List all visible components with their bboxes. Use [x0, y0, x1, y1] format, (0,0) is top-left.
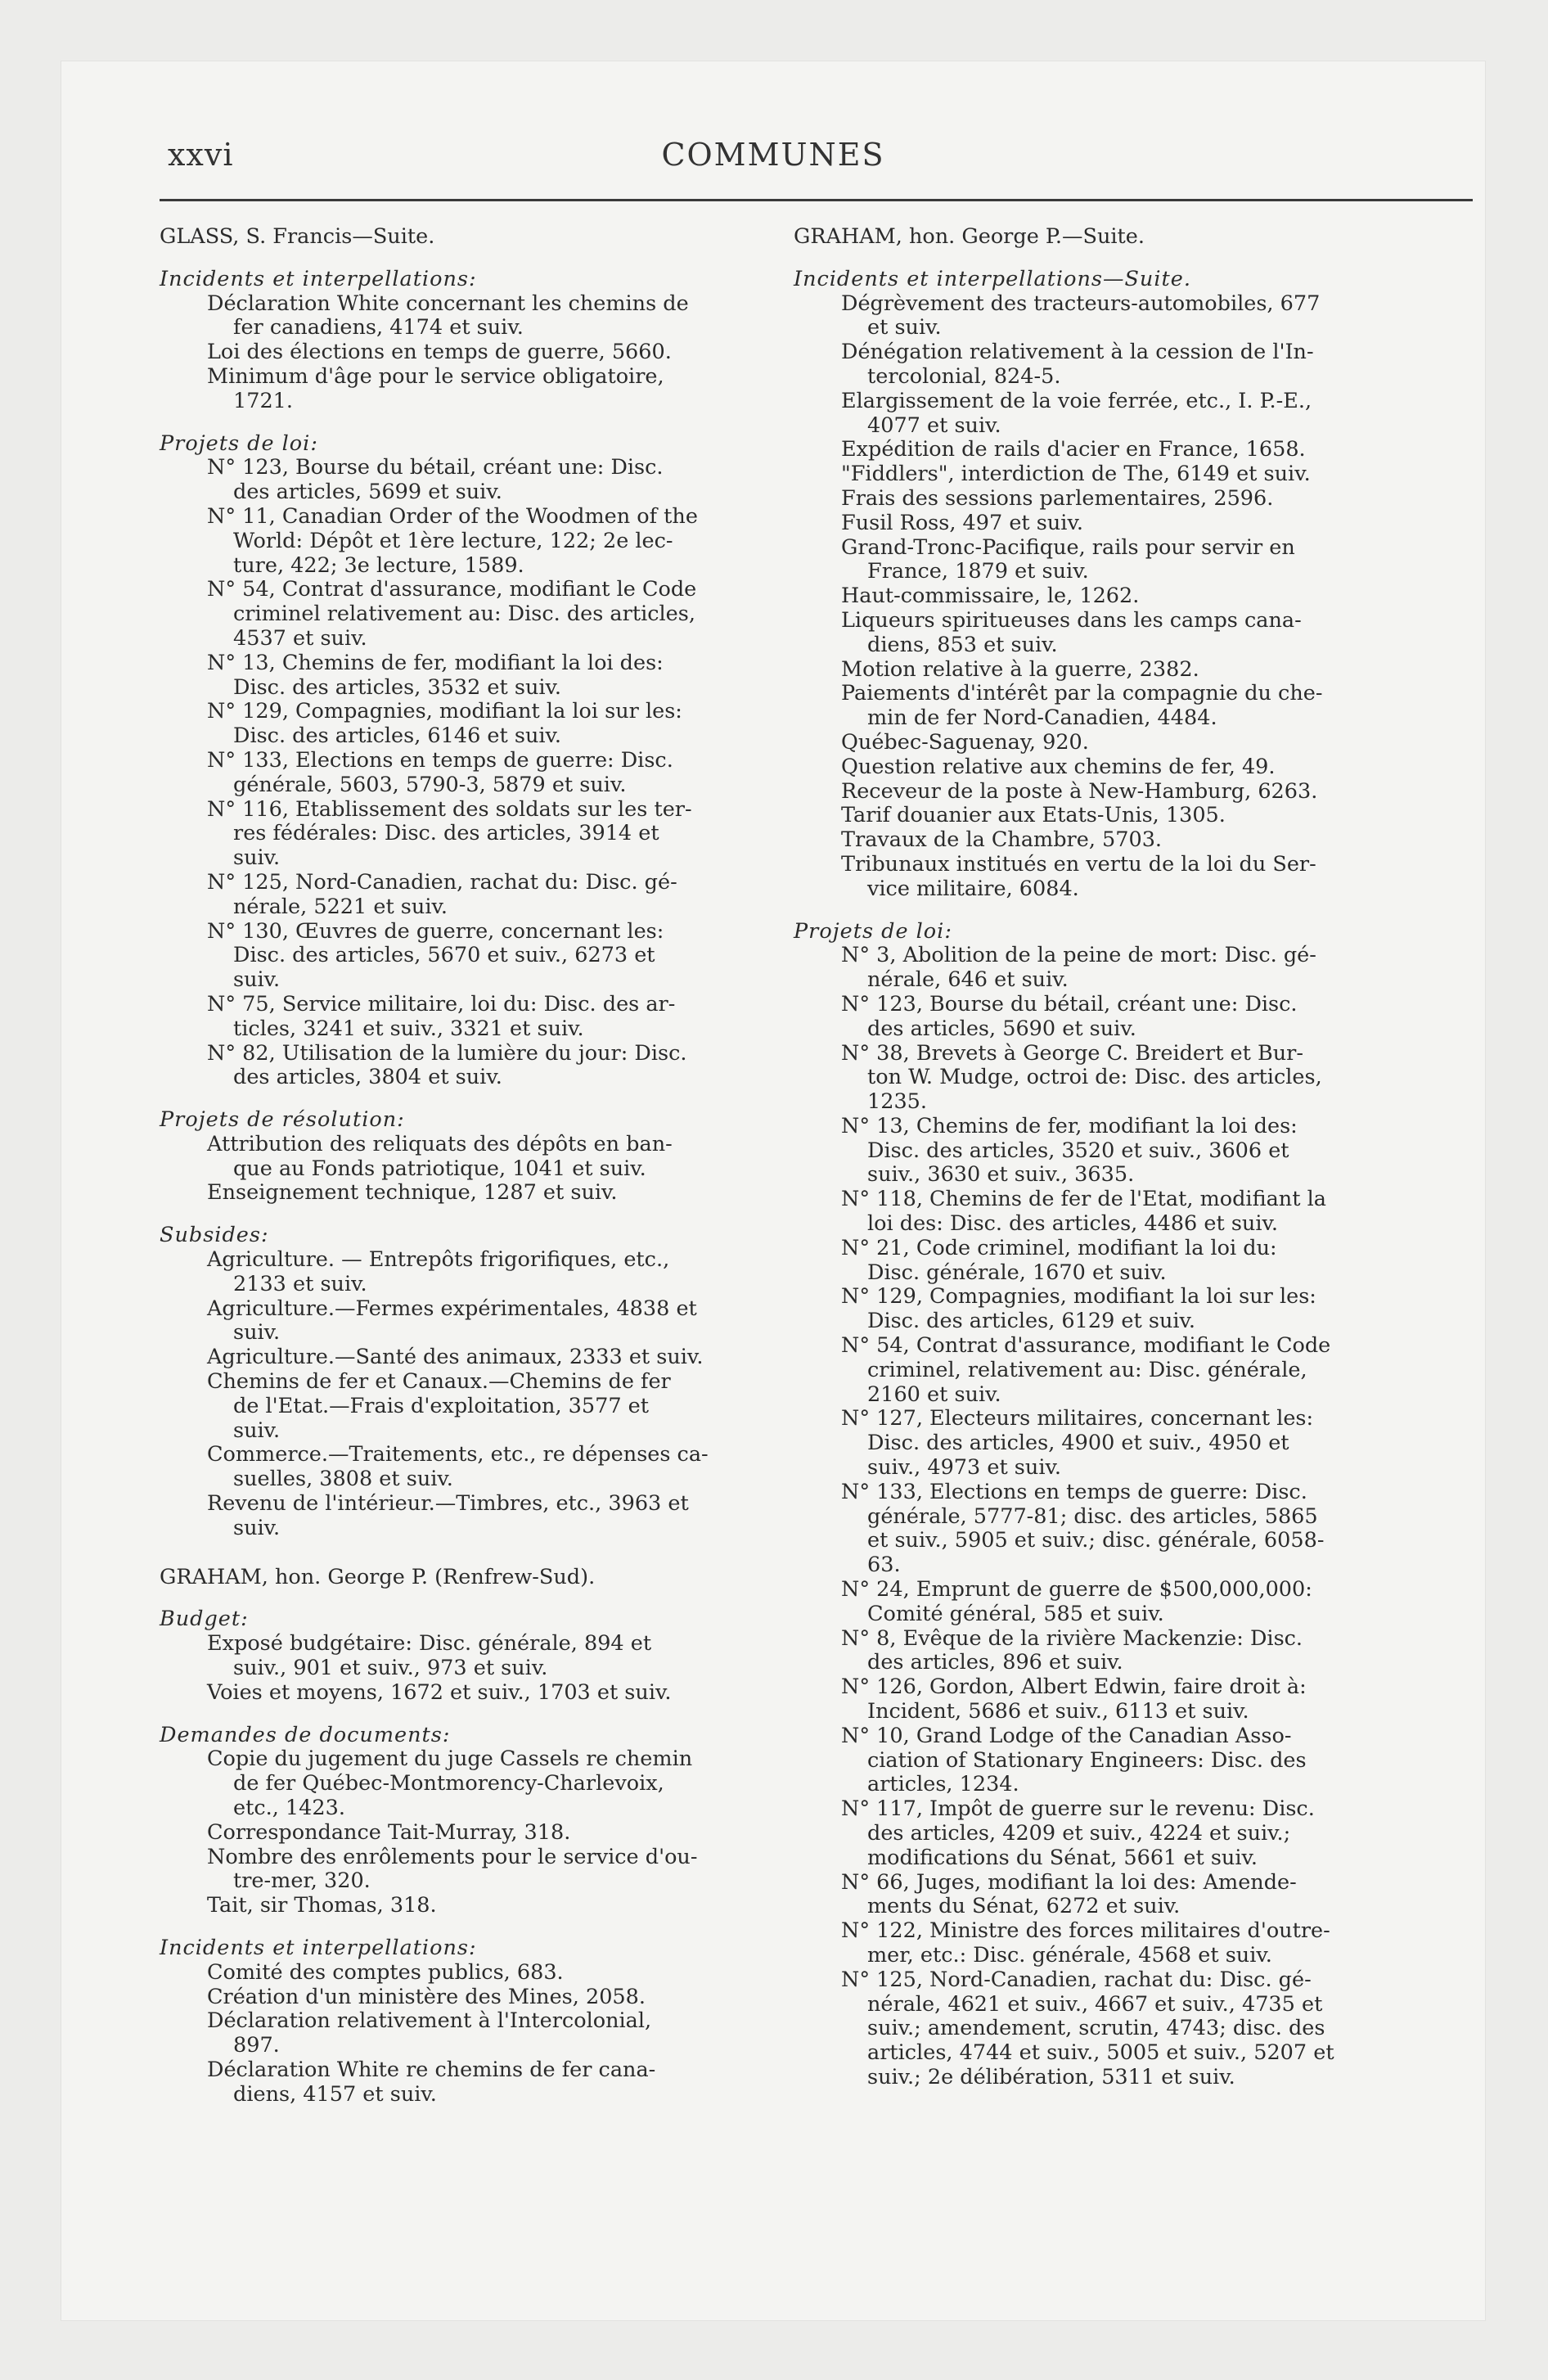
index-entry: [794, 1481, 1436, 1578]
entry-line: Frais des sessions parlementaires, 2596.: [841, 485, 1274, 511]
entry-line: N° 129, Compagnies, modifiant la loi sur les:: [207, 699, 682, 724]
section-subheading: Projets de loi:: [794, 918, 952, 944]
entry-continuation: modifications du Sénat, 5661 et suiv.: [867, 1845, 1258, 1870]
index-entry: [160, 749, 802, 798]
index-entry: [794, 1407, 1436, 1480]
entry-continuation: Incident, 5686 et suiv., 6113 et suiv.: [867, 1699, 1249, 1724]
right-column: [794, 225, 1436, 2090]
section-subheading: Incidents et interpellations:: [160, 1936, 477, 1960]
index-entry: [160, 292, 802, 341]
entry-continuation: Disc. générale, 1670 et suiv.: [867, 1260, 1167, 1285]
index-entry: [160, 505, 802, 578]
entry-continuation: 897.: [233, 2033, 280, 2058]
entry-continuation: Disc. des articles, 3532 et suiv.: [233, 674, 562, 700]
entry-continuation: des articles, 3804 et suiv.: [233, 1065, 502, 1090]
index-entry: [160, 1681, 802, 1706]
index-entry: [160, 1346, 802, 1370]
entry-continuation: générale, 5603, 5790-3, 5879 et suiv.: [233, 772, 627, 797]
entry-continuation: 63.: [867, 1553, 901, 1578]
entry-line: N° 8, Evêque de la rivière Mackenzie: Disc.: [841, 1625, 1303, 1651]
index-entry: [794, 828, 1436, 853]
entry-line: Exposé budgétaire: Disc. générale, 894 et: [207, 1631, 652, 1657]
entry-line: Enseignement technique, 1287 et suiv.: [207, 1180, 618, 1206]
index-entry: [160, 1042, 802, 1091]
section-gap: [160, 1541, 802, 1566]
index-entry: [160, 1370, 802, 1443]
entry-continuation: que au Fonds patriotique, 1041 et suiv.: [233, 1156, 646, 1181]
entry-line: N° 11, Canadian Order of the Woodmen of the: [207, 503, 698, 529]
index-entry: [794, 658, 1436, 683]
entry-line: Voies et moyens, 1672 et suiv., 1703 et suiv.: [207, 1679, 672, 1705]
index-entry: [160, 365, 802, 414]
entry-continuation: Disc. des articles, 3520 et suiv., 3606 et: [867, 1138, 1289, 1163]
entry-continuation: articles, 4744 et suiv., 5005 et suiv., 5207 et: [867, 2040, 1334, 2066]
index-entry: [794, 292, 1436, 341]
entry-line: Québec-Saguenay, 920.: [841, 729, 1089, 755]
entry-continuation: tre-mer, 320.: [233, 1868, 371, 1894]
index-entry: [160, 1248, 802, 1297]
index-entry: [794, 682, 1436, 731]
member-heading: GRAHAM, hon. George P. (Renfrew-Sud).: [160, 1564, 596, 1589]
entry-line: N° 126, Gordon, Albert Edwin, faire droit à:: [841, 1675, 1307, 1700]
index-entry: [160, 578, 802, 651]
entry-continuation: suiv.; amendement, scrutin, 4743; disc. des: [867, 2016, 1325, 2041]
entry-line: Correspondance Tait-Murray, 318.: [207, 1819, 571, 1845]
entry-line: Commerce.—Traitements, etc., re dépenses ca-: [207, 1442, 709, 1467]
entry-continuation: mer, etc.: Disc. générale, 4568 et suiv.: [867, 1942, 1272, 1968]
entry-continuation: 2133 et suiv.: [233, 1271, 367, 1296]
entry-continuation: des articles, 896 et suiv.: [867, 1650, 1123, 1675]
entry-continuation: ments du Sénat, 6272 et suiv.: [867, 1894, 1181, 1919]
entry-continuation: Disc. des articles, 5670 et suiv., 6273 et: [233, 943, 655, 968]
entry-continuation: suiv.: [233, 1418, 281, 1443]
entry-line: Dégrèvement des tracteurs-automobiles, 677: [841, 291, 1321, 316]
entry-line: N° 10, Grand Lodge of the Canadian Asso-: [841, 1723, 1292, 1748]
index-entry: [794, 1675, 1436, 1724]
index-entry: [160, 1492, 802, 1541]
entry-line: Copie du jugement du juge Cassels re chemin: [207, 1747, 693, 1772]
entry-line: Comité des comptes publics, 683.: [207, 1959, 564, 1985]
entry-continuation: Disc. des articles, 6129 et suiv.: [867, 1309, 1196, 1334]
entry-continuation: articles, 1234.: [867, 1772, 1019, 1797]
entry-line: Tarif douanier aux Etats-Unis, 1305.: [841, 803, 1226, 828]
index-entry: [794, 1871, 1436, 1920]
entry-line: N° 122, Ministre des forces militaires d'outre-: [841, 1918, 1330, 1944]
index-entry: [794, 1237, 1436, 1286]
index-entry: [794, 1797, 1436, 1870]
index-entry: [160, 1894, 802, 1918]
entry-continuation: 1721.: [233, 388, 294, 413]
index-entry: [794, 584, 1436, 609]
left-column: [160, 225, 802, 2107]
entry-continuation: vice militaire, 6084.: [867, 876, 1079, 901]
entry-line: N° 133, Elections en temps de guerre: Disc.: [841, 1479, 1307, 1504]
index-page: [61, 61, 1485, 2320]
entry-line: Motion relative à la guerre, 2382.: [841, 656, 1199, 682]
entry-line: N° 125, Nord-Canadien, rachat du: Disc. gé-: [841, 1967, 1312, 1992]
index-entry: [794, 1724, 1436, 1797]
entry-line: Tait, sir Thomas, 318.: [207, 1893, 437, 1918]
entry-line: Question relative aux chemins de fer, 49.: [841, 754, 1276, 779]
entry-line: Agriculture. — Entrepôts frigorifiques, etc.,: [207, 1247, 670, 1273]
index-entry: [794, 1285, 1436, 1334]
entry-continuation: 4537 et suiv.: [233, 625, 367, 651]
index-entry: [794, 755, 1436, 780]
entry-line: N° 3, Abolition de la peine de mort: Disc. gé-: [841, 943, 1316, 968]
entry-continuation: diens, 853 et suiv.: [867, 632, 1058, 657]
entry-line: N° 54, Contrat d'assurance, modifiant le Code: [207, 577, 697, 602]
entry-continuation: de l'Etat.—Frais d'exploitation, 3577 et: [233, 1393, 650, 1418]
section-subheading: Demandes de documents:: [160, 1722, 451, 1747]
index-entry: [794, 804, 1436, 828]
entry-line: Dénégation relativement à la cession de l'In-: [841, 340, 1314, 365]
section-subheading: Incidents et interpellations—Suite.: [794, 266, 1191, 291]
entry-line: Haut-commissaire, le, 1262.: [841, 584, 1140, 609]
entry-line: Minimum d'âge pour le service obligatoire,: [207, 363, 664, 389]
index-entry: [160, 993, 802, 1042]
entry-line: N° 82, Utilisation de la lumière du jour: Disc.: [207, 1040, 687, 1066]
index-entry: [160, 1747, 802, 1820]
entry-continuation: suiv.: [233, 1320, 281, 1346]
entry-line: "Fiddlers", interdiction de The, 6149 et suiv.: [841, 462, 1311, 487]
entry-line: Paiements d'intérêt par la compagnie du che-: [841, 681, 1323, 706]
index-entry: [160, 1632, 802, 1681]
entry-line: Agriculture.—Santé des animaux, 2333 et suiv.: [207, 1345, 704, 1370]
entry-line: Expédition de rails d'acier en France, 1658.: [841, 437, 1306, 462]
entry-continuation: etc., 1423.: [233, 1796, 345, 1821]
entry-continuation: World: Dépôt et 1ère lecture, 122; 2e lec-: [233, 528, 673, 553]
entry-line: Liqueurs spiritueuses dans les camps cana-: [841, 607, 1302, 633]
entry-continuation: suiv., 4973 et suiv.: [867, 1455, 1061, 1481]
index-entry: [794, 1578, 1436, 1627]
entry-line: N° 21, Code criminel, modifiant la loi du:: [841, 1235, 1277, 1260]
index-entry: [160, 456, 802, 505]
index-entry: [794, 438, 1436, 462]
section-subheading: Projets de résolution:: [160, 1107, 405, 1133]
entry-line: N° 129, Compagnies, modifiant la loi sur les:: [841, 1284, 1316, 1309]
entry-continuation: suelles, 3808 et suiv.: [233, 1467, 453, 1492]
entry-continuation: des articles, 4209 et suiv., 4224 et suiv.;: [867, 1821, 1291, 1846]
index-entry: [794, 1627, 1436, 1676]
entry-line: Receveur de la poste à New-Hamburg, 6263.: [841, 778, 1318, 804]
index-entry: [160, 1821, 802, 1846]
index-entry: [160, 700, 802, 749]
entry-continuation: et suiv., 5905 et suiv.; disc. générale, 6058-: [867, 1528, 1325, 1553]
entry-continuation: suiv.: [233, 967, 281, 993]
entry-continuation: fer canadiens, 4174 et suiv.: [233, 315, 524, 340]
entry-line: Loi des élections en temps de guerre, 5660.: [207, 340, 672, 365]
entry-line: N° 75, Service militaire, loi du: Disc. des ar-: [207, 991, 676, 1016]
entry-continuation: tercolonial, 824-5.: [867, 363, 1061, 389]
section-subheading: Budget:: [160, 1607, 249, 1632]
entry-continuation: France, 1879 et suiv.: [867, 559, 1089, 584]
section-subheading: Subsides:: [160, 1223, 269, 1248]
entry-continuation: ture, 422; 3e lecture, 1589.: [233, 552, 524, 578]
entry-continuation: res fédérales: Disc. des articles, 3914 et: [233, 821, 659, 846]
index-entry: [794, 853, 1436, 902]
index-entry: [794, 609, 1436, 658]
index-entry: [160, 2058, 802, 2107]
header-rule: [160, 199, 1473, 201]
page-number: xxvi: [168, 137, 234, 173]
entry-line: N° 13, Chemins de fer, modifiant la loi des:: [207, 650, 664, 675]
entry-line: N° 66, Juges, modifiant la loi des: Amende-: [841, 1869, 1297, 1895]
entry-line: Déclaration relativement à l'Intercolonial,: [207, 2008, 652, 2034]
index-entry: [160, 1181, 802, 1206]
index-entry: [794, 731, 1436, 755]
entry-line: N° 117, Impôt de guerre sur le revenu: Disc.: [841, 1796, 1315, 1822]
entry-continuation: Disc. des articles, 6146 et suiv.: [233, 723, 562, 749]
index-entry: [794, 780, 1436, 805]
entry-continuation: et suiv.: [867, 315, 942, 340]
entry-continuation: suiv.: [233, 1515, 281, 1540]
index-entry: [794, 1334, 1436, 1407]
entry-line: Grand-Tronc-Pacifique, rails pour servir en: [841, 534, 1295, 560]
entry-continuation: générale, 5777-81; disc. des articles, 5865: [867, 1503, 1318, 1529]
index-entry: [160, 2009, 802, 2058]
entry-line: Déclaration White re chemins de fer cana-: [207, 2057, 656, 2082]
entry-line: Tribunaux institués en vertu de la loi du Ser-: [841, 851, 1316, 877]
entry-line: Elargissement de la voie ferrée, etc., I. P.-E.,: [841, 388, 1312, 413]
entry-continuation: suiv.: [233, 845, 281, 871]
index-entry: [160, 1297, 802, 1346]
index-entry: [794, 340, 1436, 390]
entry-continuation: Disc. des articles, 4900 et suiv., 4950 et: [867, 1431, 1289, 1456]
entry-continuation: des articles, 5690 et suiv.: [867, 1016, 1136, 1041]
entry-line: N° 123, Bourse du bétail, créant une: Disc.: [207, 455, 664, 480]
entry-line: Nombre des enrôlements pour le service d'ou-: [207, 1844, 698, 1869]
entry-continuation: ton W. Mudge, octroi de: Disc. des articles,: [867, 1065, 1322, 1090]
entry-continuation: 2160 et suiv.: [867, 1382, 1001, 1407]
index-entry: [160, 1961, 802, 1986]
member-heading: GRAHAM, hon. George P.—Suite.: [794, 224, 1145, 249]
entry-line: N° 24, Emprunt de guerre de $500,000,000:: [841, 1577, 1312, 1602]
entry-line: Agriculture.—Fermes expérimentales, 4838 et: [207, 1296, 697, 1321]
entry-line: Travaux de la Chambre, 5703.: [841, 827, 1163, 853]
entry-continuation: des articles, 5699 et suiv.: [233, 480, 502, 505]
index-entry: [794, 512, 1436, 536]
entry-line: N° 133, Elections en temps de guerre: Disc.: [207, 747, 673, 773]
entry-continuation: suiv., 901 et suiv., 973 et suiv.: [233, 1656, 548, 1681]
member-heading: GLASS, S. Francis—Suite.: [160, 224, 435, 249]
entry-line: N° 13, Chemins de fer, modifiant la loi des:: [841, 1113, 1298, 1138]
entry-continuation: Comité général, 585 et suiv.: [867, 1601, 1164, 1626]
entry-continuation: 4077 et suiv.: [867, 412, 1001, 438]
index-entry: [160, 871, 802, 920]
index-entry: [794, 487, 1436, 512]
index-entry: [794, 462, 1436, 487]
entry-continuation: criminel relativement au: Disc. des articles,: [233, 602, 695, 627]
index-entry: [160, 920, 802, 993]
entry-continuation: 1235.: [867, 1089, 928, 1115]
entry-line: Revenu de l'intérieur.—Timbres, etc., 3963 et: [207, 1491, 689, 1517]
entry-line: N° 54, Contrat d'assurance, modifiant le Code: [841, 1333, 1331, 1359]
entry-line: N° 118, Chemins de fer de l'Etat, modifiant la: [841, 1187, 1326, 1212]
running-title: COMMUNES: [661, 137, 885, 173]
entry-line: N° 125, Nord-Canadien, rachat du: Disc. gé-: [207, 869, 677, 895]
index-entry: [794, 944, 1436, 993]
entry-line: Chemins de fer et Canaux.—Chemins de fer: [207, 1369, 671, 1395]
section-subheading: Projets de loi:: [160, 430, 318, 456]
index-entry: [794, 390, 1436, 439]
index-entry: [160, 1986, 802, 2010]
entry-line: N° 123, Bourse du bétail, créant une: Disc.: [841, 991, 1298, 1016]
entry-line: Fusil Ross, 497 et suiv.: [841, 510, 1083, 535]
index-entry: [794, 1115, 1436, 1188]
index-entry: [160, 1133, 802, 1182]
index-entry: [160, 340, 802, 365]
entry-line: Attribution des reliquats des dépôts en ban-: [207, 1131, 673, 1156]
entry-continuation: nérale, 5221 et suiv.: [233, 894, 448, 919]
index-entry: [160, 651, 802, 701]
entry-line: Déclaration White concernant les chemins de: [207, 291, 689, 316]
index-entry: [794, 1968, 1436, 2090]
index-entry: [794, 1042, 1436, 1115]
entry-continuation: suiv., 3630 et suiv., 3635.: [867, 1162, 1135, 1188]
index-entry: [160, 1443, 802, 1492]
index-entry: [794, 1188, 1436, 1237]
entry-continuation: diens, 4157 et suiv.: [233, 2081, 437, 2107]
entry-continuation: de fer Québec-Montmorency-Charlevoix,: [233, 1771, 664, 1796]
index-entry: [794, 1919, 1436, 1968]
section-subheading: Incidents et interpellations:: [160, 266, 477, 291]
entry-continuation: min de fer Nord-Canadien, 4484.: [867, 705, 1217, 731]
entry-line: Création d'un ministère des Mines, 2058.: [207, 1984, 646, 2009]
entry-continuation: ticles, 3241 et suiv., 3321 et suiv.: [233, 1016, 584, 1041]
entry-continuation: nérale, 646 et suiv.: [867, 967, 1069, 993]
index-entry: [794, 993, 1436, 1042]
index-entry: [160, 798, 802, 871]
index-entry: [160, 1846, 802, 1895]
entry-line: N° 38, Brevets à George C. Breidert et Bur-: [841, 1040, 1303, 1066]
index-entry: [794, 536, 1436, 585]
entry-continuation: suiv.; 2e délibération, 5311 et suiv.: [867, 2064, 1235, 2089]
entry-line: N° 130, Œuvres de guerre, concernant les:: [207, 918, 664, 944]
entry-continuation: loi des: Disc. des articles, 4486 et suiv.: [867, 1211, 1278, 1237]
entry-line: N° 116, Etablissement des soldats sur les ter-: [207, 796, 692, 822]
entry-continuation: ciation of Stationary Engineers: Disc. des: [867, 1747, 1307, 1773]
entry-continuation: nérale, 4621 et suiv., 4667 et suiv., 4735 et: [867, 1991, 1323, 2017]
entry-continuation: criminel, relativement au: Disc. générale,: [867, 1357, 1307, 1382]
entry-line: N° 127, Electeurs militaires, concernant les:: [841, 1406, 1314, 1431]
